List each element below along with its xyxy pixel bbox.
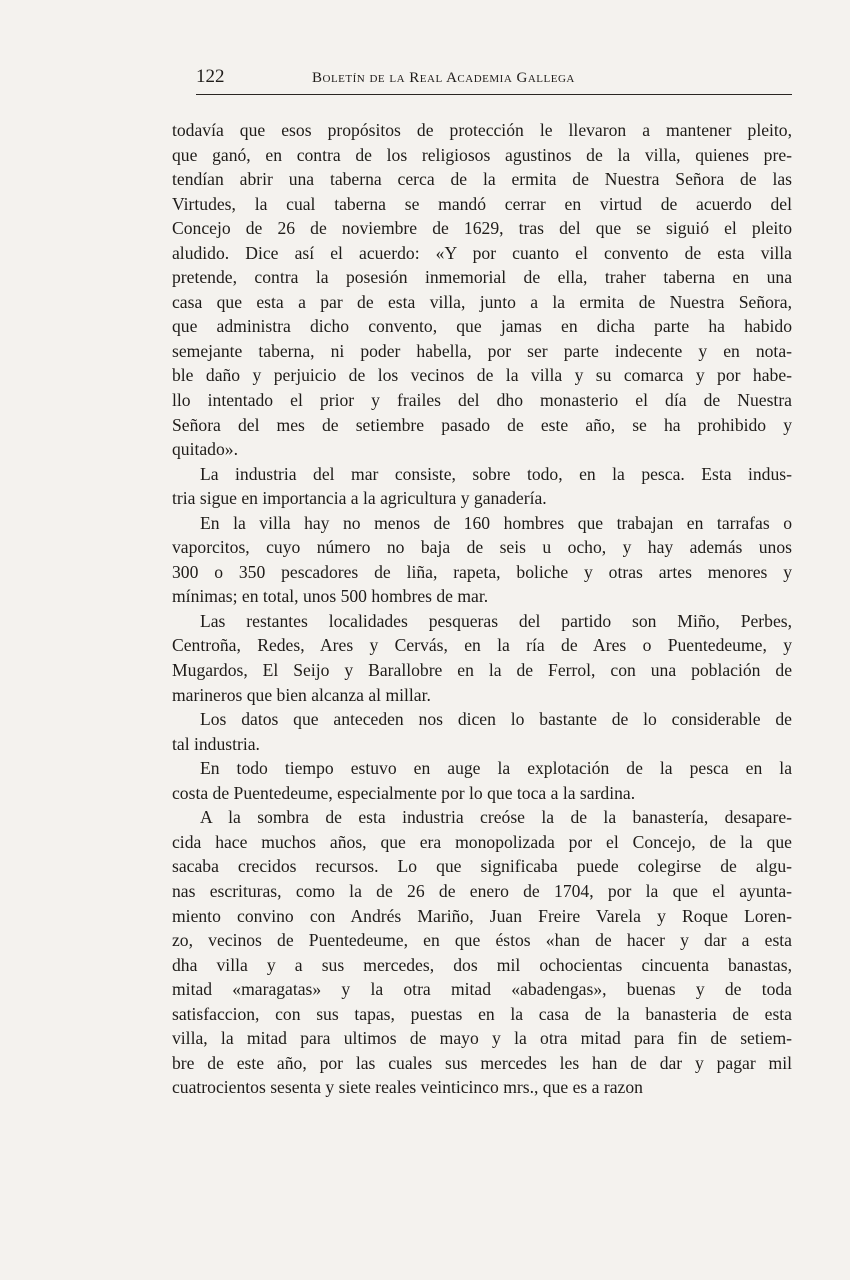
text-line: vaporcitos, cuyo número no baja de seis u ocho, y hay además unos xyxy=(172,537,792,558)
text-line: En todo tiempo estuvo en auge la explotación de la pesca en la xyxy=(200,758,792,779)
body-text xyxy=(172,118,792,1100)
paragraph xyxy=(172,462,792,511)
text-line: casa que esta a par de esta villa, junto a la ermita de Nuestra Señora, xyxy=(172,291,792,312)
text-line: tal industria. xyxy=(172,733,260,754)
text-line: Los datos que anteceden nos dicen lo bastante de lo considerable de xyxy=(200,709,792,730)
text-line: que ganó, en contra de los religiosos agustinos de la villa, quienes pre- xyxy=(172,144,792,165)
text-line: Concejo de 26 de noviembre de 1629, tras del que se siguió el pleito xyxy=(172,218,792,239)
paragraph xyxy=(172,756,792,805)
text-line: llo intentado el prior y frailes del dho monasterio el día de Nuestra xyxy=(172,390,792,411)
text-line: villa, la mitad para ultimos de mayo y la otra mitad para fin de setiem- xyxy=(172,1028,792,1049)
running-title: Boletín de la Real Academia Gallega xyxy=(312,70,575,86)
text-line: miento convino con Andrés Mariño, Juan Freire Varela y Roque Loren- xyxy=(172,905,792,926)
text-line: mitad «maragatas» y la otra mitad «abadengas», buenas y de toda xyxy=(172,979,792,1000)
text-line: A la sombra de esta industria creóse la de la banastería, desapare- xyxy=(200,807,792,828)
page-number: 122 xyxy=(196,66,225,87)
text-line: cida hace muchos años, que era monopolizada por el Concejo, de la que xyxy=(172,831,792,852)
text-line: 300 o 350 pescadores de liña, rapeta, boliche y otras artes menores y xyxy=(172,561,792,582)
text-line: ble daño y perjuicio de los vecinos de la villa y su comarca y por habe- xyxy=(172,365,792,386)
text-line: La industria del mar consiste, sobre todo, en la pesca. Esta indus- xyxy=(200,463,792,484)
text-line: mínimas; en total, unos 500 hombres de mar. xyxy=(172,586,489,607)
text-line: que administra dicho convento, que jamas en dicha parte ha habido xyxy=(172,316,792,337)
text-line: sacaba crecidos recursos. Lo que significaba puede colegirse de algu- xyxy=(172,856,792,877)
text-line: costa de Puentedeume, especialmente por lo que toca a la sardina. xyxy=(172,782,636,803)
paragraph xyxy=(172,805,792,1100)
text-line: bre de este año, por las cuales sus mercedes les han de dar y pagar mil xyxy=(172,1052,792,1073)
text-line: Centroña, Redes, Ares y Cervás, en la ría de Ares o Puentedeume, y xyxy=(172,635,792,656)
text-line: marineros que bien alcanza al millar. xyxy=(172,684,431,705)
text-line: semejante taberna, ni poder habella, por ser parte indecente y en nota- xyxy=(172,340,792,361)
text-line: En la villa hay no menos de 160 hombres que trabajan en tarrafas o xyxy=(200,512,792,533)
paragraph xyxy=(172,609,792,707)
text-line: tendían abrir una taberna cerca de la ermita de Nuestra Señora de las xyxy=(172,169,792,190)
text-line: aludido. Dice así el acuerdo: «Y por cuanto el convento de esta villa xyxy=(172,242,792,263)
paragraph xyxy=(172,707,792,756)
text-line: Señora del mes de setiembre pasado de este año, se ha prohibido y xyxy=(172,414,792,435)
text-line: zo, vecinos de Puentedeume, en que éstos «han de hacer y dar a esta xyxy=(172,930,792,951)
paragraph xyxy=(172,118,792,462)
page-header xyxy=(196,66,792,90)
text-line: Mugardos, El Seijo y Barallobre en la de Ferrol, con una población de xyxy=(172,660,792,681)
text-line: dha villa y a sus mercedes, dos mil ochocientas cincuenta banastas, xyxy=(172,954,792,975)
header-rule xyxy=(196,94,792,95)
text-line: Las restantes localidades pesqueras del partido son Miño, Perbes, xyxy=(200,610,792,631)
paragraph xyxy=(172,511,792,609)
text-line: quitado». xyxy=(172,439,238,460)
text-line: todavía que esos propósitos de protección le llevaron a mantener pleito, xyxy=(172,120,792,140)
text-line: satisfaccion, con sus tapas, puestas en la casa de la banasteria de esta xyxy=(172,1003,792,1024)
text-line: tria sigue en importancia a la agricultura y ganadería. xyxy=(172,488,547,509)
text-line: Virtudes, la cual taberna se mandó cerrar en virtud de acuerdo del xyxy=(172,193,792,214)
text-line: cuatrocientos sesenta y siete reales veinticinco mrs., que es a razon xyxy=(172,1077,643,1098)
text-line: pretende, contra la posesión inmemorial de ella, traher taberna en una xyxy=(172,267,792,288)
text-line: nas escrituras, como la de 26 de enero de 1704, por la que el ayunta- xyxy=(172,880,792,901)
